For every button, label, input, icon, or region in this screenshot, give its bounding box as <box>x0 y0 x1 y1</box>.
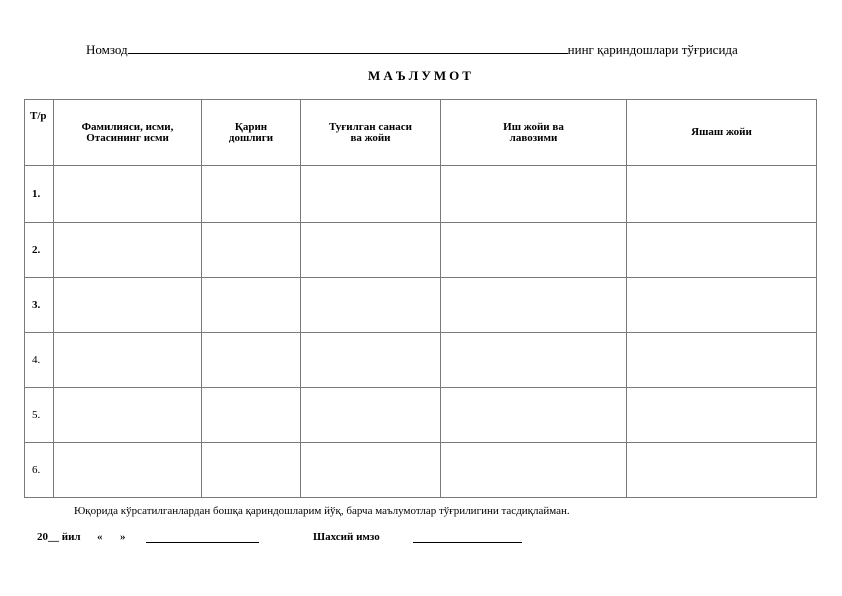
cell-birth[interactable] <box>301 333 441 388</box>
quote-close: » <box>120 531 126 543</box>
cell-birth[interactable] <box>301 278 441 333</box>
table-row <box>25 223 817 278</box>
document-title: МАЪЛУМОТ <box>368 68 474 83</box>
cell-residence[interactable] <box>627 333 817 388</box>
cell-full-name[interactable] <box>54 223 202 278</box>
cell-residence[interactable] <box>627 443 817 498</box>
signature-blank[interactable] <box>413 531 522 543</box>
cell-birth[interactable] <box>301 223 441 278</box>
cell-full-name[interactable] <box>54 166 202 223</box>
year-label: 20__ йил <box>37 531 81 543</box>
row-number: 6. <box>25 443 54 498</box>
cell-work[interactable] <box>441 388 627 443</box>
cell-full-name[interactable] <box>54 388 202 443</box>
cell-residence[interactable] <box>627 388 817 443</box>
cell-residence[interactable] <box>627 166 817 223</box>
date-blank[interactable] <box>146 531 259 543</box>
row-number: 5. <box>25 388 54 443</box>
candidate-name-blank[interactable] <box>128 41 568 54</box>
table-header-row <box>25 100 817 166</box>
header-suffix: нинг қариндошлари тўғрисида <box>567 42 738 57</box>
cell-relation[interactable] <box>202 223 301 278</box>
column-header-number: Т/р <box>25 100 54 166</box>
table-row <box>25 166 817 223</box>
cell-residence[interactable] <box>627 278 817 333</box>
cell-work[interactable] <box>441 166 627 223</box>
cell-relation[interactable] <box>202 278 301 333</box>
signature-label: Шахсий имзо <box>313 531 380 543</box>
cell-relation[interactable] <box>202 166 301 223</box>
table-row <box>25 443 817 498</box>
cell-birth[interactable] <box>301 443 441 498</box>
candidate-header <box>86 41 738 58</box>
header-prefix: Номзод <box>86 42 128 57</box>
row-number: 3. <box>25 278 54 333</box>
confirmation-statement: Юқорида кўрсатилганлардан бошқа қариндошларим йўқ, барча маълумотлар тўғрилигини тасдиқлайман. <box>74 505 570 517</box>
cell-residence[interactable] <box>627 223 817 278</box>
row-number: 4. <box>25 333 54 388</box>
cell-work[interactable] <box>441 443 627 498</box>
cell-birth[interactable] <box>301 388 441 443</box>
cell-relation[interactable] <box>202 333 301 388</box>
row-number: 2. <box>25 223 54 278</box>
row-number: 1. <box>25 166 54 223</box>
cell-full-name[interactable] <box>54 333 202 388</box>
quote-open: « <box>97 531 103 543</box>
cell-work[interactable] <box>441 223 627 278</box>
column-header-residence: Яшаш жойи <box>627 100 817 166</box>
cell-relation[interactable] <box>202 388 301 443</box>
column-header-relation: Қарин дошлиги <box>202 100 301 166</box>
cell-full-name[interactable] <box>54 443 202 498</box>
column-header-birth: Туғилган санаси ва жойи <box>301 100 441 166</box>
column-header-full-name: Фамилияси, исми, Отасининг исми <box>54 100 202 166</box>
relatives-table <box>24 99 817 498</box>
table-row <box>25 388 817 443</box>
column-header-work: Иш жойи ва лавозими <box>441 100 627 166</box>
cell-work[interactable] <box>441 333 627 388</box>
cell-birth[interactable] <box>301 166 441 223</box>
cell-relation[interactable] <box>202 443 301 498</box>
table-row <box>25 278 817 333</box>
cell-work[interactable] <box>441 278 627 333</box>
cell-full-name[interactable] <box>54 278 202 333</box>
table-row <box>25 333 817 388</box>
